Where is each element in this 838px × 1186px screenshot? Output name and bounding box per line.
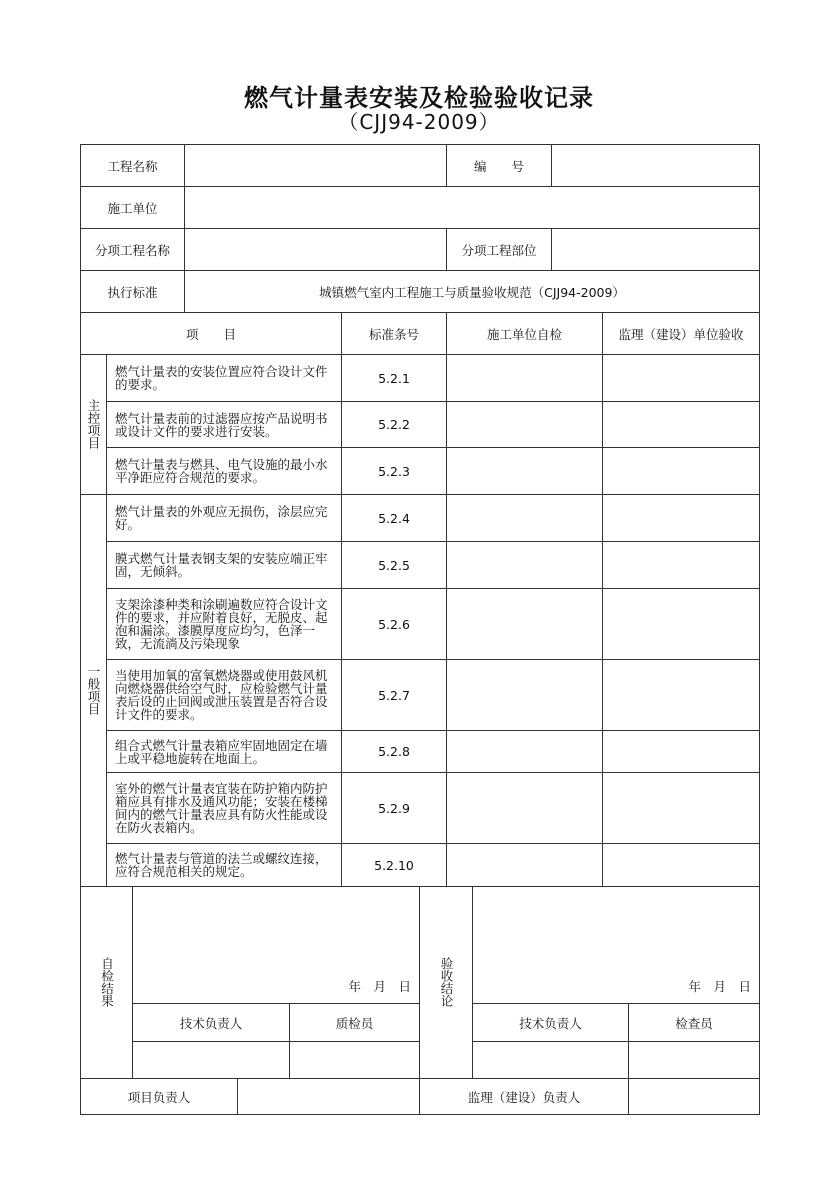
supervisor-label: 监理（建设）负责人 [420, 1079, 629, 1115]
item-clause: 5.2.3 [342, 448, 447, 495]
table-row [81, 402, 760, 448]
tech-lead-label: 技术负责人 [133, 1004, 290, 1042]
self-check-cell[interactable] [447, 844, 603, 887]
item-clause: 5.2.9 [342, 773, 447, 844]
accept-result-area[interactable] [473, 887, 760, 1004]
project-manager-signature[interactable] [238, 1079, 420, 1115]
quality-inspector-signature[interactable] [290, 1042, 420, 1079]
table-row [81, 448, 760, 495]
item-desc: 燃气计量表与管道的法兰或螺纹连接，应符合规范相关的规定。 [107, 844, 342, 887]
item-clause: 5.2.8 [342, 731, 447, 773]
table-row [81, 542, 760, 589]
accept-result-date: 年 月 日 [688, 979, 751, 994]
accept-tech-lead-signature[interactable] [473, 1042, 629, 1079]
self-check-cell[interactable] [447, 355, 603, 402]
supervision-cell[interactable] [603, 773, 760, 844]
self-check-cell[interactable] [447, 731, 603, 773]
tech-lead-signature[interactable] [133, 1042, 290, 1079]
column-supervision: 监理（建设）单位验收 [603, 313, 760, 355]
subproject-part-field[interactable] [552, 229, 760, 271]
table-row [81, 495, 760, 542]
supervision-cell[interactable] [603, 402, 760, 448]
subproject-label: 分项工程名称 [81, 229, 185, 271]
subproject-field[interactable] [185, 229, 447, 271]
page-title: 燃气计量表安装及检验验收记录 [244, 84, 594, 112]
item-clause: 5.2.7 [342, 660, 447, 731]
self-result-label: 自检结果 [81, 887, 133, 1079]
standard-label: 执行标准 [81, 271, 185, 313]
inspector-label: 检查员 [629, 1004, 760, 1042]
item-desc: 燃气计量表的安装位置应符合设计文件的要求。 [107, 355, 342, 402]
group-general-label: 一般项目 [81, 495, 107, 887]
self-result-date: 年 月 日 [348, 979, 411, 994]
project-name-label: 工程名称 [81, 145, 185, 187]
standard-value: 城镇燃气室内工程施工与质量验收规范（CJJ94-2009） [185, 271, 760, 313]
subproject-part-label: 分项工程部位 [447, 229, 552, 271]
supervision-cell[interactable] [603, 844, 760, 887]
item-clause: 5.2.1 [342, 355, 447, 402]
table-row [81, 731, 760, 773]
contractor-field[interactable] [185, 187, 760, 229]
item-desc: 燃气计量表前的过滤器应按产品说明书或设计文件的要求进行安装。 [107, 402, 342, 448]
item-desc: 燃气计量表与燃具、电气设施的最小水平净距应符合规范的要求。 [107, 448, 342, 495]
self-check-cell[interactable] [447, 402, 603, 448]
item-clause: 5.2.10 [342, 844, 447, 887]
supervision-cell[interactable] [603, 589, 760, 660]
supervision-cell[interactable] [603, 731, 760, 773]
self-check-cell[interactable] [447, 589, 603, 660]
self-check-cell[interactable] [447, 660, 603, 731]
item-clause: 5.2.4 [342, 495, 447, 542]
page-subtitle: （CJJ94-2009） [338, 110, 500, 134]
accept-tech-lead-label: 技术负责人 [473, 1004, 629, 1042]
inspection-table [80, 144, 760, 887]
signoff-table [80, 1078, 760, 1115]
accept-result-label: 验收结论 [420, 887, 473, 1079]
table-row [81, 844, 760, 887]
item-clause: 5.2.2 [342, 402, 447, 448]
item-clause: 5.2.6 [342, 589, 447, 660]
column-item: 项 目 [81, 313, 342, 355]
supervision-cell[interactable] [603, 660, 760, 731]
table-row [81, 773, 760, 844]
supervision-cell[interactable] [603, 542, 760, 589]
item-desc: 组合式燃气计量表箱应牢固地固定在墙上或平稳地旋转在地面上。 [107, 731, 342, 773]
project-manager-label: 项目负责人 [81, 1079, 238, 1115]
self-check-cell[interactable] [447, 542, 603, 589]
number-label: 编 号 [447, 145, 552, 187]
quality-inspector-label: 质检员 [290, 1004, 420, 1042]
supervision-cell[interactable] [603, 495, 760, 542]
project-name-field[interactable] [185, 145, 447, 187]
group-main-label: 主控项目 [81, 355, 107, 495]
column-clause: 标准条号 [342, 313, 447, 355]
item-desc: 膜式燃气计量表钢支架的安装应端正牢固，无倾斜。 [107, 542, 342, 589]
supervision-cell[interactable] [603, 448, 760, 495]
table-row [81, 660, 760, 731]
supervisor-signature[interactable] [629, 1079, 760, 1115]
table-row [81, 589, 760, 660]
column-self-check: 施工单位自检 [447, 313, 603, 355]
item-desc: 室外的燃气计量表宜装在防护箱内防护箱应具有排水及通风功能；安装在楼梯间内的燃气计量表应具有防火性能或设在防火表箱内。 [107, 773, 342, 844]
self-check-cell[interactable] [447, 495, 603, 542]
number-field[interactable] [552, 145, 760, 187]
self-check-cell[interactable] [447, 448, 603, 495]
contractor-label: 施工单位 [81, 187, 185, 229]
self-check-cell[interactable] [447, 773, 603, 844]
item-clause: 5.2.5 [342, 542, 447, 589]
inspector-signature[interactable] [629, 1042, 760, 1079]
item-desc: 燃气计量表的外观应无损伤，涂层应完好。 [107, 495, 342, 542]
result-table [80, 886, 760, 1079]
supervision-cell[interactable] [603, 355, 760, 402]
table-row [81, 355, 760, 402]
item-desc: 当使用加氧的富氧燃烧器或使用鼓风机向燃烧器供给空气时，应检验燃气计量表后设的止回阀或泄压装置是否符合设计文件的要求。 [107, 660, 342, 731]
self-result-area[interactable] [133, 887, 420, 1004]
item-desc: 支架涂漆种类和涂刷遍数应符合设计文件的要求，并应附着良好，无脱皮、起泡和漏涂。漆膜厚度应均匀，色泽一致，无流淌及污染现象 [107, 589, 342, 660]
